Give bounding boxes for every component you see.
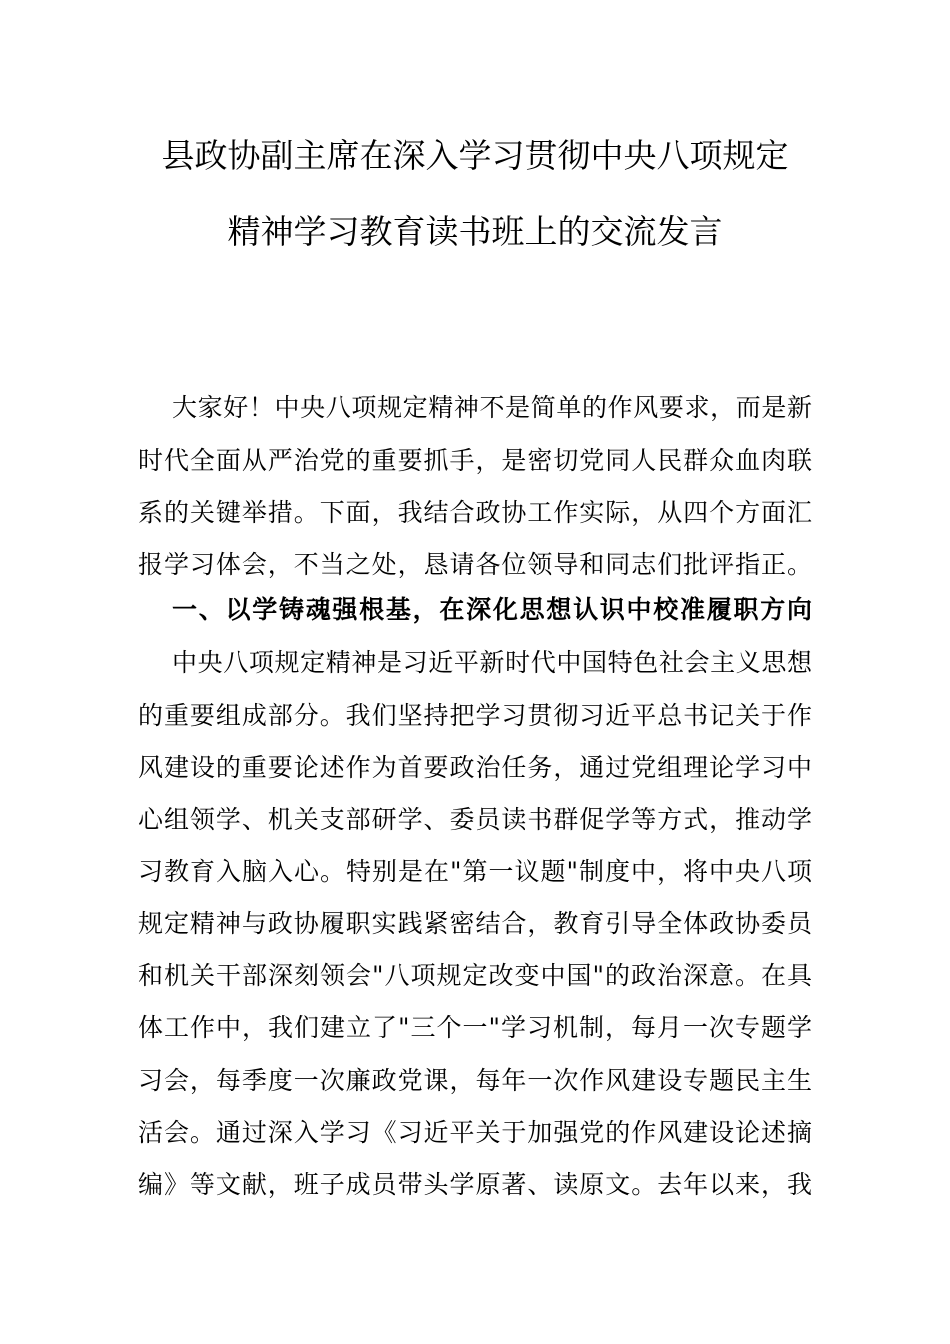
paragraph-line: 大家好！中央八项规定精神不是简单的作风要求，而是新 xyxy=(172,393,812,422)
title-line-1: 县政协副主席在深入学习贯彻中央八项规定 xyxy=(161,136,789,175)
paragraph-line: 系的关键举措。下面，我结合政协工作实际，从四个方面汇 xyxy=(138,498,812,527)
paragraph-line: 风建设的重要论述作为首要政治任务，通过党组理论学习中 xyxy=(138,753,812,782)
paragraph-line: 和机关干部深刻领会"八项规定改变中国"的政治深意。在具 xyxy=(138,961,812,990)
paragraph-line: 心组领学、机关支部研学、委员读书群促学等方式，推动学 xyxy=(138,805,812,834)
paragraph-line: 编》等文献，班子成员带头学原著、读原文。去年以来，我 xyxy=(138,1170,812,1199)
paragraph-line: 活会。通过深入学习《习近平关于加强党的作风建设论述摘 xyxy=(138,1118,812,1147)
section-heading: 一、以学铸魂强根基，在深化思想认识中校准履职方向 xyxy=(172,595,812,624)
paragraph-line: 习会，每季度一次廉政党课，每年一次作风建设专题民主生 xyxy=(138,1066,812,1095)
paragraph-line: 体工作中，我们建立了"三个一"学习机制，每月一次专题学 xyxy=(138,1013,812,1042)
paragraph-line: 习教育入脑入心。特别是在"第一议题"制度中，将中央八项 xyxy=(138,857,812,886)
paragraph-line: 报学习体会，不当之处，恳请各位领导和同志们批评指正。 xyxy=(138,550,812,579)
paragraph-line: 的重要组成部分。我们坚持把学习贯彻习近平总书记关于作 xyxy=(138,701,812,730)
title-line-2: 精神学习教育读书班上的交流发言 xyxy=(227,212,723,251)
paragraph-line: 规定精神与政协履职实践紧密结合，教育引导全体政协委员 xyxy=(138,909,812,938)
paragraph-line: 中央八项规定精神是习近平新时代中国特色社会主义思想 xyxy=(172,648,812,677)
paragraph-line: 时代全面从严治党的重要抓手，是密切党同人民群众血肉联 xyxy=(138,446,812,475)
